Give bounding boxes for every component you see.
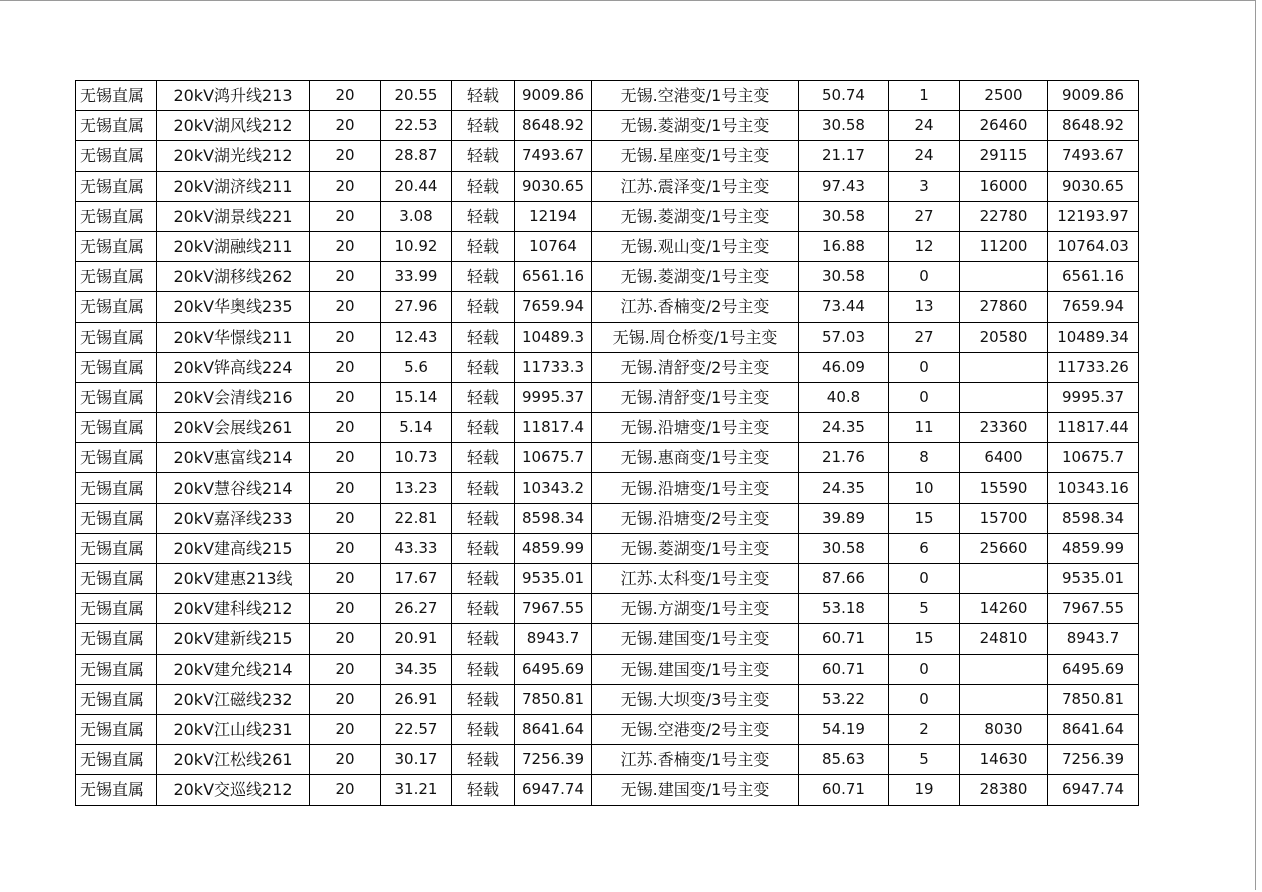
connected-capacity-cell (960, 382, 1048, 412)
transformer-load-cell: 73.44 (799, 292, 889, 322)
count-cell: 13 (889, 292, 960, 322)
substation-transformer-cell: 无锡.沿塘变/1号主变 (592, 473, 799, 503)
connected-capacity-cell: 15700 (960, 503, 1048, 533)
substation-transformer-cell: 无锡.观山变/1号主变 (592, 231, 799, 261)
company-cell: 无锡直属 (76, 292, 157, 322)
connected-capacity-cell: 8030 (960, 714, 1048, 744)
capacity-cell: 8598.34 (515, 503, 592, 533)
load-rate-cell: 43.33 (381, 533, 452, 563)
capacity-cell: 9995.37 (515, 382, 592, 412)
count-cell: 8 (889, 443, 960, 473)
available-capacity-cell: 11733.26 (1048, 352, 1139, 382)
available-capacity-cell: 9009.86 (1048, 81, 1139, 111)
load-status-cell: 轻载 (452, 654, 515, 684)
load-status-cell: 轻载 (452, 564, 515, 594)
company-cell: 无锡直属 (76, 473, 157, 503)
available-capacity-cell: 7967.55 (1048, 594, 1139, 624)
voltage-cell: 20 (310, 322, 381, 352)
line-name-cell: 20kV建科线212 (157, 594, 310, 624)
voltage-cell: 20 (310, 352, 381, 382)
line-name-cell: 20kV建允线214 (157, 654, 310, 684)
count-cell: 0 (889, 684, 960, 714)
available-capacity-cell: 4859.99 (1048, 533, 1139, 563)
capacity-cell: 9535.01 (515, 564, 592, 594)
connected-capacity-cell: 25660 (960, 533, 1048, 563)
count-cell: 0 (889, 352, 960, 382)
connected-capacity-cell: 27860 (960, 292, 1048, 322)
capacity-cell: 11733.3 (515, 352, 592, 382)
available-capacity-cell: 10343.16 (1048, 473, 1139, 503)
count-cell: 0 (889, 262, 960, 292)
available-capacity-cell: 7493.67 (1048, 141, 1139, 171)
load-status-cell: 轻载 (452, 533, 515, 563)
substation-transformer-cell: 无锡.大坝变/3号主变 (592, 684, 799, 714)
load-rate-cell: 20.91 (381, 624, 452, 654)
voltage-cell: 20 (310, 413, 381, 443)
load-rate-cell: 22.57 (381, 714, 452, 744)
company-cell: 无锡直属 (76, 171, 157, 201)
voltage-cell: 20 (310, 292, 381, 322)
available-capacity-cell: 6947.74 (1048, 775, 1139, 805)
count-cell: 0 (889, 564, 960, 594)
connected-capacity-cell: 14260 (960, 594, 1048, 624)
table-row (76, 564, 1139, 594)
line-name-cell: 20kV华奥线235 (157, 292, 310, 322)
table-row (76, 111, 1139, 141)
load-rate-cell: 5.14 (381, 413, 452, 443)
transformer-load-cell: 39.89 (799, 503, 889, 533)
voltage-cell: 20 (310, 171, 381, 201)
company-cell: 无锡直属 (76, 141, 157, 171)
available-capacity-cell: 11817.44 (1048, 413, 1139, 443)
table-row (76, 473, 1139, 503)
connected-capacity-cell (960, 262, 1048, 292)
capacity-cell: 7967.55 (515, 594, 592, 624)
count-cell: 24 (889, 111, 960, 141)
line-name-cell: 20kV鸿升线213 (157, 81, 310, 111)
table-row (76, 594, 1139, 624)
load-status-cell: 轻载 (452, 201, 515, 231)
available-capacity-cell: 8641.64 (1048, 714, 1139, 744)
load-status-cell: 轻载 (452, 382, 515, 412)
transformer-load-cell: 60.71 (799, 624, 889, 654)
available-capacity-cell: 7659.94 (1048, 292, 1139, 322)
load-rate-cell: 26.27 (381, 594, 452, 624)
count-cell: 24 (889, 141, 960, 171)
load-rate-cell: 27.96 (381, 292, 452, 322)
connected-capacity-cell: 26460 (960, 111, 1048, 141)
capacity-cell: 10764 (515, 231, 592, 261)
load-status-cell: 轻载 (452, 111, 515, 141)
capacity-cell: 10489.3 (515, 322, 592, 352)
count-cell: 3 (889, 171, 960, 201)
transformer-load-cell: 85.63 (799, 745, 889, 775)
transformer-load-cell: 53.22 (799, 684, 889, 714)
line-name-cell: 20kV慧谷线214 (157, 473, 310, 503)
company-cell: 无锡直属 (76, 503, 157, 533)
load-rate-cell: 13.23 (381, 473, 452, 503)
table-row (76, 322, 1139, 352)
table-row (76, 624, 1139, 654)
table-row (76, 714, 1139, 744)
load-rate-cell: 5.6 (381, 352, 452, 382)
substation-transformer-cell: 无锡.建国变/1号主变 (592, 775, 799, 805)
transformer-load-cell: 60.71 (799, 654, 889, 684)
voltage-cell: 20 (310, 714, 381, 744)
line-name-cell: 20kV建新线215 (157, 624, 310, 654)
load-status-cell: 轻载 (452, 322, 515, 352)
table-row (76, 684, 1139, 714)
line-name-cell: 20kV江松线261 (157, 745, 310, 775)
substation-transformer-cell: 无锡.空港变/1号主变 (592, 81, 799, 111)
available-capacity-cell: 6495.69 (1048, 654, 1139, 684)
connected-capacity-cell: 14630 (960, 745, 1048, 775)
capacity-cell: 9009.86 (515, 81, 592, 111)
voltage-cell: 20 (310, 745, 381, 775)
capacity-cell: 4859.99 (515, 533, 592, 563)
capacity-cell: 6947.74 (515, 775, 592, 805)
company-cell: 无锡直属 (76, 201, 157, 231)
available-capacity-cell: 8943.7 (1048, 624, 1139, 654)
substation-transformer-cell: 无锡.建国变/1号主变 (592, 624, 799, 654)
count-cell: 27 (889, 201, 960, 231)
count-cell: 19 (889, 775, 960, 805)
load-rate-cell: 34.35 (381, 654, 452, 684)
line-name-cell: 20kV会展线261 (157, 413, 310, 443)
substation-transformer-cell: 无锡.周仓桥变/1号主变 (592, 322, 799, 352)
table-row (76, 292, 1139, 322)
transformer-load-cell: 30.58 (799, 201, 889, 231)
substation-transformer-cell: 无锡.方湖变/1号主变 (592, 594, 799, 624)
table-row (76, 382, 1139, 412)
load-rate-cell: 26.91 (381, 684, 452, 714)
load-rate-cell: 33.99 (381, 262, 452, 292)
voltage-cell: 20 (310, 382, 381, 412)
available-capacity-cell: 9535.01 (1048, 564, 1139, 594)
load-status-cell: 轻载 (452, 231, 515, 261)
line-name-cell: 20kV铧高线224 (157, 352, 310, 382)
count-cell: 11 (889, 413, 960, 443)
load-status-cell: 轻载 (452, 443, 515, 473)
capacity-cell: 10675.7 (515, 443, 592, 473)
count-cell: 0 (889, 382, 960, 412)
transformer-load-cell: 24.35 (799, 473, 889, 503)
transformer-load-cell: 97.43 (799, 171, 889, 201)
load-status-cell: 轻载 (452, 684, 515, 714)
voltage-cell: 20 (310, 564, 381, 594)
table-row (76, 262, 1139, 292)
load-status-cell: 轻载 (452, 714, 515, 744)
table-row (76, 654, 1139, 684)
line-name-cell: 20kV湖济线211 (157, 171, 310, 201)
load-rate-cell: 22.81 (381, 503, 452, 533)
load-status-cell: 轻载 (452, 141, 515, 171)
count-cell: 12 (889, 231, 960, 261)
transformer-load-cell: 40.8 (799, 382, 889, 412)
table-row (76, 231, 1139, 261)
connected-capacity-cell: 15590 (960, 473, 1048, 503)
line-name-cell: 20kV江山线231 (157, 714, 310, 744)
load-status-cell: 轻载 (452, 262, 515, 292)
available-capacity-cell: 12193.97 (1048, 201, 1139, 231)
connected-capacity-cell: 29115 (960, 141, 1048, 171)
available-capacity-cell: 9995.37 (1048, 382, 1139, 412)
line-name-cell: 20kV嘉泽线233 (157, 503, 310, 533)
load-rate-cell: 22.53 (381, 111, 452, 141)
table-row (76, 141, 1139, 171)
substation-transformer-cell: 无锡.菱湖变/1号主变 (592, 201, 799, 231)
count-cell: 15 (889, 503, 960, 533)
company-cell: 无锡直属 (76, 352, 157, 382)
substation-transformer-cell: 无锡.清舒变/1号主变 (592, 382, 799, 412)
voltage-cell: 20 (310, 533, 381, 563)
available-capacity-cell: 7850.81 (1048, 684, 1139, 714)
transformer-load-cell: 30.58 (799, 262, 889, 292)
available-capacity-cell: 8598.34 (1048, 503, 1139, 533)
voltage-cell: 20 (310, 141, 381, 171)
line-name-cell: 20kV建惠213线 (157, 564, 310, 594)
substation-transformer-cell: 无锡.菱湖变/1号主变 (592, 262, 799, 292)
capacity-cell: 12194 (515, 201, 592, 231)
connected-capacity-cell (960, 564, 1048, 594)
voltage-cell: 20 (310, 111, 381, 141)
count-cell: 5 (889, 745, 960, 775)
voltage-cell: 20 (310, 594, 381, 624)
load-rate-cell: 3.08 (381, 201, 452, 231)
available-capacity-cell: 6561.16 (1048, 262, 1139, 292)
substation-transformer-cell: 江苏.震泽变/1号主变 (592, 171, 799, 201)
connected-capacity-cell: 16000 (960, 171, 1048, 201)
voltage-cell: 20 (310, 503, 381, 533)
line-name-cell: 20kV湖移线262 (157, 262, 310, 292)
transformer-load-cell: 30.58 (799, 111, 889, 141)
table-row (76, 352, 1139, 382)
company-cell: 无锡直属 (76, 111, 157, 141)
substation-transformer-cell: 江苏.香楠变/1号主变 (592, 745, 799, 775)
connected-capacity-cell: 6400 (960, 443, 1048, 473)
capacity-cell: 8943.7 (515, 624, 592, 654)
load-rate-cell: 10.92 (381, 231, 452, 261)
available-capacity-cell: 7256.39 (1048, 745, 1139, 775)
feeder-load-table (75, 80, 1139, 806)
company-cell: 无锡直属 (76, 81, 157, 111)
company-cell: 无锡直属 (76, 594, 157, 624)
transformer-load-cell: 87.66 (799, 564, 889, 594)
transformer-load-cell: 57.03 (799, 322, 889, 352)
company-cell: 无锡直属 (76, 413, 157, 443)
voltage-cell: 20 (310, 443, 381, 473)
table-row (76, 443, 1139, 473)
available-capacity-cell: 10764.03 (1048, 231, 1139, 261)
load-status-cell: 轻载 (452, 473, 515, 503)
substation-transformer-cell: 无锡.星座变/1号主变 (592, 141, 799, 171)
load-rate-cell: 17.67 (381, 564, 452, 594)
table-row (76, 775, 1139, 805)
load-rate-cell: 31.21 (381, 775, 452, 805)
capacity-cell: 7850.81 (515, 684, 592, 714)
count-cell: 27 (889, 322, 960, 352)
connected-capacity-cell: 20580 (960, 322, 1048, 352)
load-status-cell: 轻载 (452, 624, 515, 654)
voltage-cell: 20 (310, 262, 381, 292)
line-name-cell: 20kV湖光线212 (157, 141, 310, 171)
line-name-cell: 20kV湖风线212 (157, 111, 310, 141)
voltage-cell: 20 (310, 231, 381, 261)
capacity-cell: 8648.92 (515, 111, 592, 141)
substation-transformer-cell: 无锡.菱湖变/1号主变 (592, 111, 799, 141)
substation-transformer-cell: 无锡.空港变/2号主变 (592, 714, 799, 744)
substation-transformer-cell: 江苏.太科变/1号主变 (592, 564, 799, 594)
transformer-load-cell: 21.17 (799, 141, 889, 171)
connected-capacity-cell: 22780 (960, 201, 1048, 231)
transformer-load-cell: 53.18 (799, 594, 889, 624)
table-row (76, 201, 1139, 231)
load-rate-cell: 28.87 (381, 141, 452, 171)
company-cell: 无锡直属 (76, 714, 157, 744)
table-row (76, 745, 1139, 775)
company-cell: 无锡直属 (76, 624, 157, 654)
line-name-cell: 20kV湖融线211 (157, 231, 310, 261)
load-status-cell: 轻载 (452, 594, 515, 624)
available-capacity-cell: 10489.34 (1048, 322, 1139, 352)
transformer-load-cell: 30.58 (799, 533, 889, 563)
connected-capacity-cell (960, 352, 1048, 382)
capacity-cell: 7659.94 (515, 292, 592, 322)
transformer-load-cell: 24.35 (799, 413, 889, 443)
capacity-cell: 6495.69 (515, 654, 592, 684)
count-cell: 15 (889, 624, 960, 654)
capacity-cell: 11817.4 (515, 413, 592, 443)
capacity-cell: 9030.65 (515, 171, 592, 201)
transformer-load-cell: 46.09 (799, 352, 889, 382)
transformer-load-cell: 54.19 (799, 714, 889, 744)
substation-transformer-cell: 江苏.香楠变/2号主变 (592, 292, 799, 322)
load-status-cell: 轻载 (452, 352, 515, 382)
line-name-cell: 20kV建高线215 (157, 533, 310, 563)
line-name-cell: 20kV华憬线211 (157, 322, 310, 352)
line-name-cell: 20kV惠富线214 (157, 443, 310, 473)
load-status-cell: 轻载 (452, 413, 515, 443)
table-row (76, 171, 1139, 201)
capacity-cell: 6561.16 (515, 262, 592, 292)
voltage-cell: 20 (310, 201, 381, 231)
company-cell: 无锡直属 (76, 564, 157, 594)
company-cell: 无锡直属 (76, 745, 157, 775)
company-cell: 无锡直属 (76, 443, 157, 473)
table-row (76, 413, 1139, 443)
load-rate-cell: 12.43 (381, 322, 452, 352)
line-name-cell: 20kV湖景线221 (157, 201, 310, 231)
available-capacity-cell: 8648.92 (1048, 111, 1139, 141)
capacity-cell: 8641.64 (515, 714, 592, 744)
table-row (76, 533, 1139, 563)
company-cell: 无锡直属 (76, 382, 157, 412)
voltage-cell: 20 (310, 624, 381, 654)
substation-transformer-cell: 无锡.菱湖变/1号主变 (592, 533, 799, 563)
count-cell: 5 (889, 594, 960, 624)
load-rate-cell: 30.17 (381, 745, 452, 775)
company-cell: 无锡直属 (76, 262, 157, 292)
transformer-load-cell: 16.88 (799, 231, 889, 261)
company-cell: 无锡直属 (76, 231, 157, 261)
connected-capacity-cell: 23360 (960, 413, 1048, 443)
capacity-cell: 7256.39 (515, 745, 592, 775)
voltage-cell: 20 (310, 775, 381, 805)
count-cell: 6 (889, 533, 960, 563)
table-body (76, 81, 1139, 806)
company-cell: 无锡直属 (76, 684, 157, 714)
load-status-cell: 轻载 (452, 81, 515, 111)
load-status-cell: 轻载 (452, 503, 515, 533)
count-cell: 2 (889, 714, 960, 744)
connected-capacity-cell (960, 684, 1048, 714)
line-name-cell: 20kV江磁线232 (157, 684, 310, 714)
load-rate-cell: 20.44 (381, 171, 452, 201)
connected-capacity-cell: 2500 (960, 81, 1048, 111)
voltage-cell: 20 (310, 81, 381, 111)
company-cell: 无锡直属 (76, 654, 157, 684)
line-name-cell: 20kV会清线216 (157, 382, 310, 412)
available-capacity-cell: 9030.65 (1048, 171, 1139, 201)
connected-capacity-cell: 28380 (960, 775, 1048, 805)
load-status-cell: 轻载 (452, 745, 515, 775)
capacity-cell: 10343.2 (515, 473, 592, 503)
substation-transformer-cell: 无锡.清舒变/2号主变 (592, 352, 799, 382)
load-status-cell: 轻载 (452, 292, 515, 322)
voltage-cell: 20 (310, 473, 381, 503)
line-name-cell: 20kV交巡线212 (157, 775, 310, 805)
substation-transformer-cell: 无锡.沿塘变/1号主变 (592, 413, 799, 443)
company-cell: 无锡直属 (76, 775, 157, 805)
substation-transformer-cell: 无锡.沿塘变/2号主变 (592, 503, 799, 533)
load-status-cell: 轻载 (452, 775, 515, 805)
connected-capacity-cell (960, 654, 1048, 684)
transformer-load-cell: 21.76 (799, 443, 889, 473)
load-rate-cell: 15.14 (381, 382, 452, 412)
company-cell: 无锡直属 (76, 322, 157, 352)
capacity-cell: 7493.67 (515, 141, 592, 171)
connected-capacity-cell: 11200 (960, 231, 1048, 261)
available-capacity-cell: 10675.7 (1048, 443, 1139, 473)
voltage-cell: 20 (310, 684, 381, 714)
count-cell: 10 (889, 473, 960, 503)
company-cell: 无锡直属 (76, 533, 157, 563)
voltage-cell: 20 (310, 654, 381, 684)
transformer-load-cell: 50.74 (799, 81, 889, 111)
load-status-cell: 轻载 (452, 171, 515, 201)
table-row (76, 503, 1139, 533)
substation-transformer-cell: 无锡.建国变/1号主变 (592, 654, 799, 684)
count-cell: 1 (889, 81, 960, 111)
table-row (76, 81, 1139, 111)
transformer-load-cell: 60.71 (799, 775, 889, 805)
load-rate-cell: 10.73 (381, 443, 452, 473)
substation-transformer-cell: 无锡.惠商变/1号主变 (592, 443, 799, 473)
connected-capacity-cell: 24810 (960, 624, 1048, 654)
count-cell: 0 (889, 654, 960, 684)
load-rate-cell: 20.55 (381, 81, 452, 111)
